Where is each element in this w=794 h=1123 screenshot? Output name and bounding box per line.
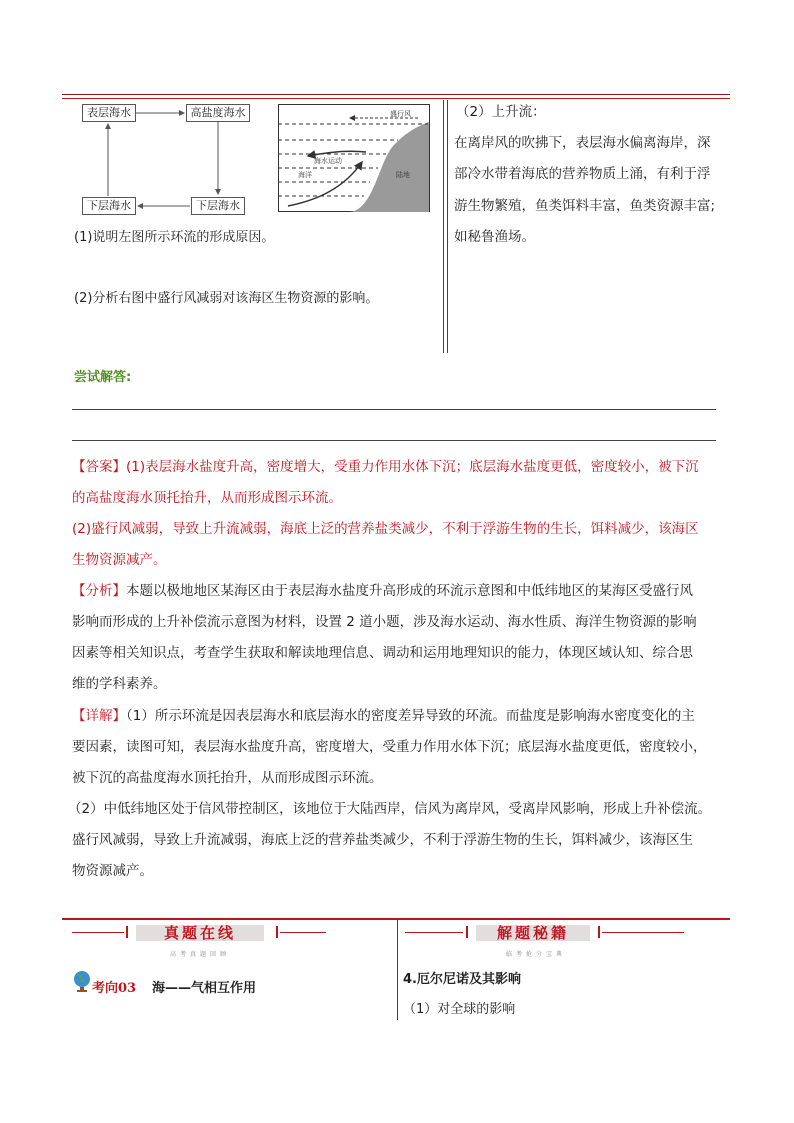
analysis-text: 本题以极地地区某海区由于表层海水盐度升高形成的环流示意图和中低纬地区的某海区受盛行风 [126,583,693,599]
question-2: (2)分析右图中盛行风减弱对该海区生物资源的影响。 [74,291,379,306]
right-banner-tick-l [466,926,468,938]
left-banner-line-l [72,932,124,933]
upwelling-line-4: 如秘鲁渔场。 [454,229,535,245]
detail-text: （1）所示环流是因表层海水和底层海水的密度差异导致的环流。而盐度是影响海水密度变化的主 [126,708,695,724]
right-banner-sub: 临考抢分宝典 [506,951,567,958]
upwelling-heading: （2）上升流： [456,104,546,120]
question-1: (1)说明左图所示环流的形成原因。 [74,230,275,245]
upwelling-diagram [278,104,430,212]
globe-icon [72,970,92,992]
answer-text-1: 【答案】(1)表层海水盐度升高，密度增大，受重力作用水体下沉；底层海水盐度更低，密度较小，被下沉 [72,459,699,475]
topic-title: 海——气相互作用 [152,981,257,996]
land-label: 陆地 [396,171,410,179]
analysis-line-1 [72,583,693,599]
left-banner-sub: 高考真题回顾 [170,951,231,958]
answer-text-3: (2)盛行风减弱，导致上升流减弱，海底上泛的营养盐类减少，不利于浮游生物的生长，饵料减少，该海区 [72,521,699,537]
detail-line-6: 物资源减产。 [72,863,153,879]
footer-divider [397,918,398,1020]
column-divider [443,100,444,353]
detail-line-3: 被下沉的高盐度海水顶托抬升，从而形成图示环流。 [72,770,383,786]
right-heading: 4.厄尔尼诺及其影响 [403,972,521,987]
detail-line-1 [72,708,695,724]
analysis-tag: 【分析】 [72,583,126,599]
ocean-label: 海洋 [298,171,312,179]
upwelling-line-2: 部冷水带着海底的营养物质上涌，有利于浮 [454,166,711,182]
upwelling-line-1: 在离岸风的吹拂下，表层海水偏离海岸，深 [454,135,711,151]
detail-line-2: 要因素，读图可知，表层海水盐度升高，密度增大，受重力作用水体下沉；底层海水盐度更低，密度较小， [72,739,707,755]
detail-line-4: （2）中低纬地区处于信风带控制区，该地位于大陆西岸，信风为离岸风，受离岸风影响，形成上升补偿流。 [68,801,712,817]
circulation-arrows [76,100,256,220]
answer-text-2: 的高盐度海水顶托抬升，从而形成图示环流。 [72,490,342,506]
answer-text-4: 生物资源减产。 [72,552,167,568]
current-label: 海水运动 [314,157,342,165]
analysis-line-4: 维的学科素养。 [72,676,167,692]
bottom-water-box-left: 下层海水 [82,197,136,215]
detail-tag: 【详解】 [72,708,126,724]
attempt-label: 尝试解答: [74,370,132,385]
topic-prefix: 考向03 [92,981,137,996]
right-banner-line-r [602,932,684,933]
analysis-line-2: 影响而形成的上升补偿流示意图为材料，设置 2 道小题，涉及海水运动、海水性质、海洋生物资源的影响 [72,614,697,630]
left-banner-tick-l [126,926,128,938]
column-divider-inner [447,100,448,353]
surface-water-box: 表层海水 [82,104,136,122]
right-banner-tick-r [598,926,600,938]
left-banner-line-r [280,932,326,933]
footer-rule [62,918,730,920]
upwelling-svg [278,104,430,212]
right-banner: 解题秘籍 [476,925,590,941]
answer-line-2[interactable] [72,440,716,441]
left-banner-tick-r [276,926,278,938]
analysis-line-3: 因素等相关知识点，考查学生获取和解读地理信息、调动和运用地理知识的能力，体现区域认知、综合思 [72,645,693,661]
wind-label: 盛行风 [390,110,411,118]
bottom-water-box-right: 下层海水 [191,197,245,215]
left-banner: 真题在线 [136,925,264,941]
right-item: （1）对全球的影响 [403,1002,516,1017]
right-banner-line-l [405,932,463,933]
top-rule-red [62,98,730,99]
upwelling-line-3: 游生物繁殖，鱼类饵料丰富，鱼类资源丰富; [454,198,716,214]
high-salinity-water-box: 高盐度海水 [186,104,250,122]
answer-line-1[interactable] [72,409,716,410]
detail-line-5: 盛行风减弱，导致上升流减弱，海底上泛的营养盐类减少，不利于浮游生物的生长，饵料减少，该海区生 [72,832,693,848]
top-rule-dark [62,94,730,95]
